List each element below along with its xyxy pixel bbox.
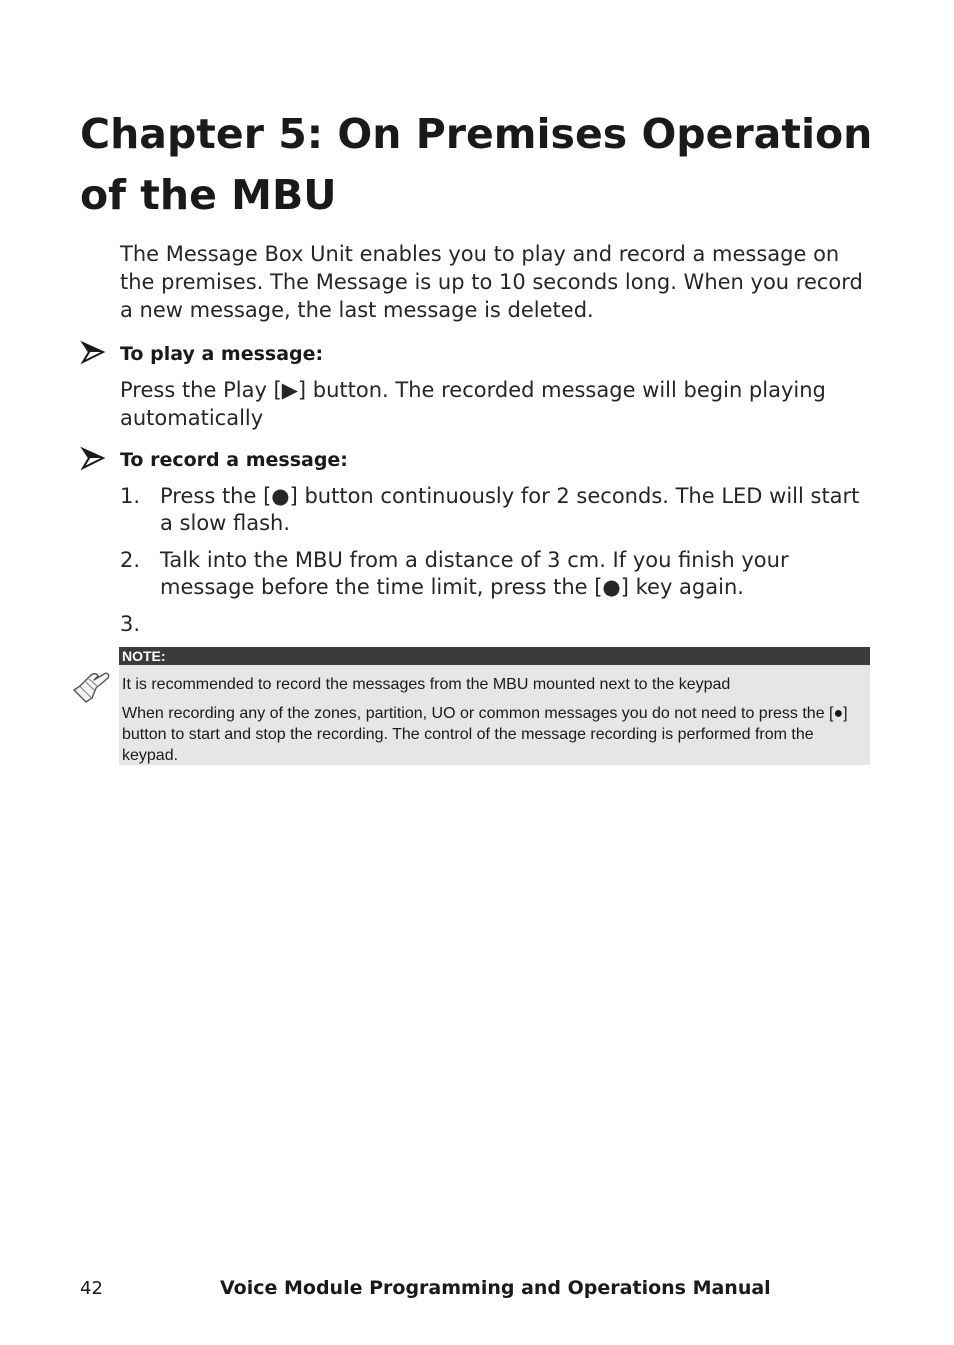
step-text: Talk into the MBU from a distance of 3 cm. If you finish your message before the time limit, press the [●] key again. (160, 548, 789, 599)
page-number: 42 (80, 1278, 103, 1299)
arrow-bullet-icon (80, 446, 106, 472)
note-recommendation: It is recommended to record the messages from the MBU mounted next to the keypad (122, 676, 731, 693)
note-box (119, 647, 870, 765)
note-recording-info: When recording any of the zones, partition, UO or common messages you do not need to press the [●] button to start and stop the recording. The control of the message recording is performed from the keypad. (122, 705, 848, 764)
step-number: 1. (120, 484, 141, 508)
record-heading-label: To record a message: (120, 449, 348, 471)
footer-manual-title: Voice Module Programming and Operations Manual (220, 1277, 771, 1299)
record-procedure-heading (80, 446, 880, 476)
intro-paragraph: The Message Box Unit enables you to play and record a message on the premises. The Message is up to 10 seconds long. When you record a new message, the last message is deleted. (120, 242, 863, 322)
play-heading-label: To play a message: (120, 343, 324, 365)
note-hand-icon (70, 668, 112, 708)
step-text: Press the [●] button continuously for 2 seconds. The LED will start a slow flash. (160, 484, 860, 535)
play-instructions: Press the Play [▶] button. The recorded message will begin playing automatically (120, 378, 826, 430)
step-number: 2. (120, 548, 141, 572)
arrow-bullet-icon (80, 340, 106, 366)
play-procedure-heading (80, 340, 880, 370)
step-number: 3. (120, 612, 141, 636)
page-title: Chapter 5: On Premises Operation of the MBU (80, 110, 873, 219)
note-label: NOTE: (119, 647, 870, 665)
